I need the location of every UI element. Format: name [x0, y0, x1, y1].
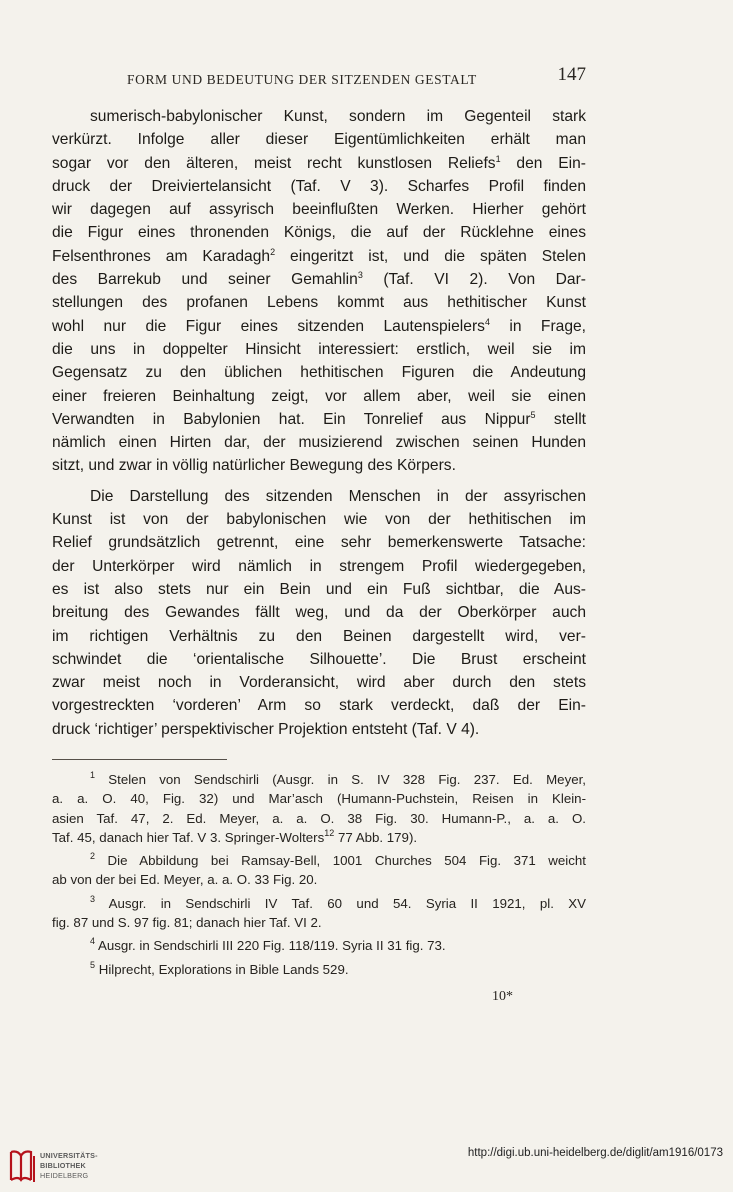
line-text: Verwandten in Babylonien hat. Ein Tonrelief aus Nippur — [52, 410, 531, 428]
note-reference: 12 — [324, 827, 335, 838]
text-line: asien Taf. 47, 2. Ed. Meyer, a. a. O. 38 Fig. 30. Humann-P., a. a. O. — [52, 810, 586, 826]
text-line — [52, 408, 586, 431]
text-line: fig. 87 und S. 97 fig. 81; danach hier Taf. VI 2. — [52, 915, 322, 931]
footnote — [52, 851, 586, 890]
line-text: (Taf. VI 2). Von Dar- — [362, 271, 586, 289]
text-line: Die Darstellung des sitzenden Menschen in der assyrischen — [90, 487, 586, 505]
library-name-line3: HEIDELBERG — [40, 1171, 89, 1180]
page-number: 147 — [557, 64, 586, 85]
line-text: wohl nur die Figur eines sitzenden Lautenspielers — [52, 317, 485, 335]
note-reference: 4 — [90, 936, 96, 947]
text-line: a. a. O. 40, Fig. 32) und Mar’asch (Humann-Puchstein, Reisen in Klein- — [52, 791, 586, 807]
note-reference: 5 — [90, 959, 96, 970]
library-logo[interactable] — [8, 1148, 128, 1186]
note-reference: 1 — [90, 770, 96, 780]
library-logo-icon — [8, 1148, 38, 1184]
text-line: druck der Dreiviertelansicht (Taf. V 3). Scharfes Profil finden — [52, 177, 586, 195]
line-text: Felsenthrones am Karadagh — [52, 247, 271, 265]
text-line: sumerisch-babylonischer Kunst, sondern im Gegenteil stark — [90, 108, 586, 125]
line-text: Ausgr. in Sendschirli IV Taf. 60 und 54. Syria II 1921, pl. XV — [95, 895, 586, 911]
text-line: einer freieren Beinhaltung zeigt, vor allem aber, weil sie einen — [52, 387, 586, 405]
note-reference: 3 — [357, 270, 363, 281]
line-text: sogar vor den älteren, meist recht kunstlosen Reliefs — [52, 154, 496, 172]
source-url-link[interactable]: http://digi.ub.uni-heidelberg.de/diglit/am1916/0173 — [467, 1147, 723, 1159]
text-line — [52, 770, 586, 789]
note-reference: 3 — [90, 893, 96, 904]
footnote — [52, 960, 586, 979]
text-line: Kunst ist von der babylonischen wie von der hethitischen im — [52, 511, 586, 529]
line-text: Hilprecht, Explorations in Bible Lands 529. — [95, 961, 349, 977]
text-line: nämlich einen Hirten dar, der musizierend zwischen seinen Hunden — [52, 434, 586, 452]
text-line: im richtigen Verhältnis zu den Beinen dargestellt wird, ver- — [52, 627, 586, 645]
text-line: es ist also stets nur ein Bein und ein Fuß sichtbar, die Aus- — [52, 580, 586, 598]
line-text: Ausgr. in Sendschirli III 220 Fig. 118/119. Syria II 31 fig. 73. — [95, 938, 446, 954]
text-line: Gegensatz zu den üblichen hethitischen Figuren die Andeutung — [52, 364, 586, 382]
line-text: eingeritzt ist, und die späten Stelen — [275, 247, 586, 265]
line-text: Stelen von Sendschirli (Ausgr. in S. IV 328 Fig. 237. Ed. Meyer, — [95, 772, 586, 787]
text-line: der Unterkörper wird nämlich in strengem Profil wiedergegeben, — [52, 557, 586, 575]
page-header — [52, 64, 586, 92]
text-line — [52, 152, 586, 175]
paragraph — [52, 105, 586, 478]
text-line — [52, 851, 586, 870]
line-text: 77 Abb. 179). — [334, 829, 418, 845]
line-text: stellt — [535, 410, 586, 428]
library-name-line1: UNIVERSITÄTS- — [40, 1151, 98, 1160]
text-line: sitzt, und zwar in völlig natürlicher Bewegung des Körpers. — [52, 457, 456, 475]
footnote-rule — [52, 759, 227, 760]
text-line: die uns in doppelter Hinsicht interessiert: erstlich, weil sie im — [52, 340, 586, 358]
running-head: FORM UND BEDEUTUNG DER SITZENDEN GESTALT — [127, 72, 477, 87]
text-line: Relief grundsätzlich getrennt, eine sehr bemerkenswerte Tatsache: — [52, 534, 586, 552]
note-reference: 2 — [270, 246, 276, 257]
footnote — [52, 936, 586, 955]
paragraph — [52, 485, 586, 741]
text-line: schwindet die ‘orientalische Silhouette’. Die Brust erscheint — [52, 650, 586, 668]
text-line: breitung des Gewandes fällt weg, und da der Oberkörper auch — [52, 604, 586, 622]
text-line: die Figur eines thronenden Königs, die auf der Rücklehne eines — [52, 224, 586, 242]
text-line: ab von der bei Ed. Meyer, a. a. O. 33 Fig. 20. — [52, 872, 318, 888]
line-text: Taf. 45, danach hier Taf. V 3. Springer-Wolters — [52, 829, 325, 845]
text-line — [52, 828, 586, 847]
text-line — [52, 960, 586, 979]
note-reference: 1 — [495, 153, 501, 164]
line-text: des Barrekub und seiner Gemahlin — [52, 271, 358, 289]
signature-mark: 10* — [492, 989, 513, 1004]
text-line: zwar meist noch in Vorderansicht, wird aber durch den stets — [52, 674, 586, 692]
text-line — [52, 894, 586, 913]
text-line — [52, 268, 586, 291]
text-line: vorgestreckten ‘vorderen’ Arm so stark verdeckt, daß der Ein- — [52, 697, 586, 715]
library-name-line2: BIBLIOTHEK — [40, 1161, 86, 1170]
text-line: verkürzt. Infolge aller dieser Eigentümlichkeiten erhält man — [52, 131, 586, 149]
note-reference: 4 — [484, 316, 490, 327]
line-text: in Frage, — [489, 317, 586, 335]
text-line: wir dagegen auf assyrisch beeinflußten Werken. Hierher gehört — [52, 201, 586, 219]
footnotes — [52, 770, 586, 979]
footnote — [52, 770, 586, 847]
line-text: Die Abbildung bei Ramsay-Bell, 1001 Churches 504 Fig. 371 weicht — [95, 853, 586, 869]
text-line: stellungen des profanen Lebens kommt aus hethitischer Kunst — [52, 294, 586, 312]
note-reference: 5 — [530, 409, 536, 420]
note-reference: 2 — [90, 851, 96, 862]
body-text — [52, 105, 586, 741]
text-line: druck ‘richtiger’ perspektivischer Projektion entsteht (Taf. V 4). — [52, 720, 480, 738]
line-text: den Ein- — [500, 154, 586, 172]
footnote — [52, 894, 586, 933]
text-line — [52, 315, 586, 338]
text-line — [52, 245, 586, 268]
text-line — [52, 936, 586, 955]
